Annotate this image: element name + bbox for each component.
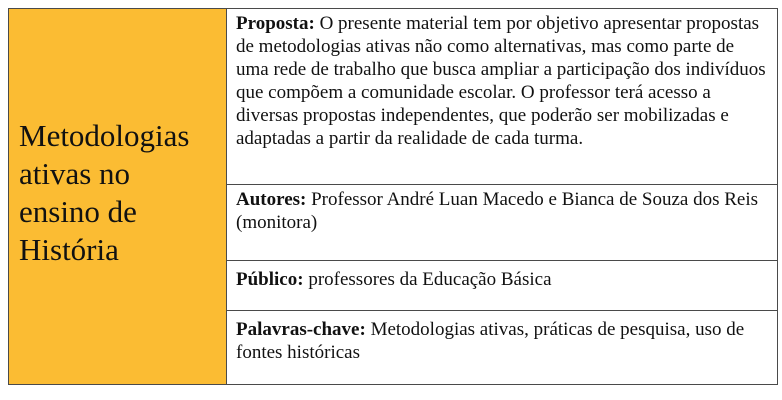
publico-text: professores da Educação Básica: [308, 269, 552, 290]
title-cell: [9, 9, 227, 384]
publico-label: Público:: [236, 269, 309, 290]
autores-row: [227, 184, 777, 260]
palavras-chave-label: Palavras-chave:: [236, 319, 371, 340]
publico-row: [227, 260, 777, 310]
document-title: Metodologias ativas no ensino de História: [19, 117, 190, 267]
info-card: [8, 8, 778, 385]
proposta-label: Proposta:: [236, 13, 320, 34]
proposta-row: [227, 9, 777, 184]
palavras-chave-row: [227, 310, 777, 384]
autores-label: Autores:: [236, 189, 312, 210]
proposta-text: O presente material tem por objetivo apresentar propostas de metodologias ativas não como alternativas, mas como parte de uma rede de trabalho que busca ampliar a participação dos indivíduos que compõem a comunidade escolar. O professor terá acesso a diversas propostas independentes, que poderão ser mobilizadas e adaptadas a partir da realidade de cada turma.: [236, 13, 766, 149]
autores-text: Professor André Luan Macedo e Bianca de Souza dos Reis (monitora): [236, 189, 759, 233]
palavras-chave-text: Metodologias ativas, práticas de pesquisa, uso de fontes históricas: [236, 319, 745, 363]
info-column: [227, 9, 777, 384]
